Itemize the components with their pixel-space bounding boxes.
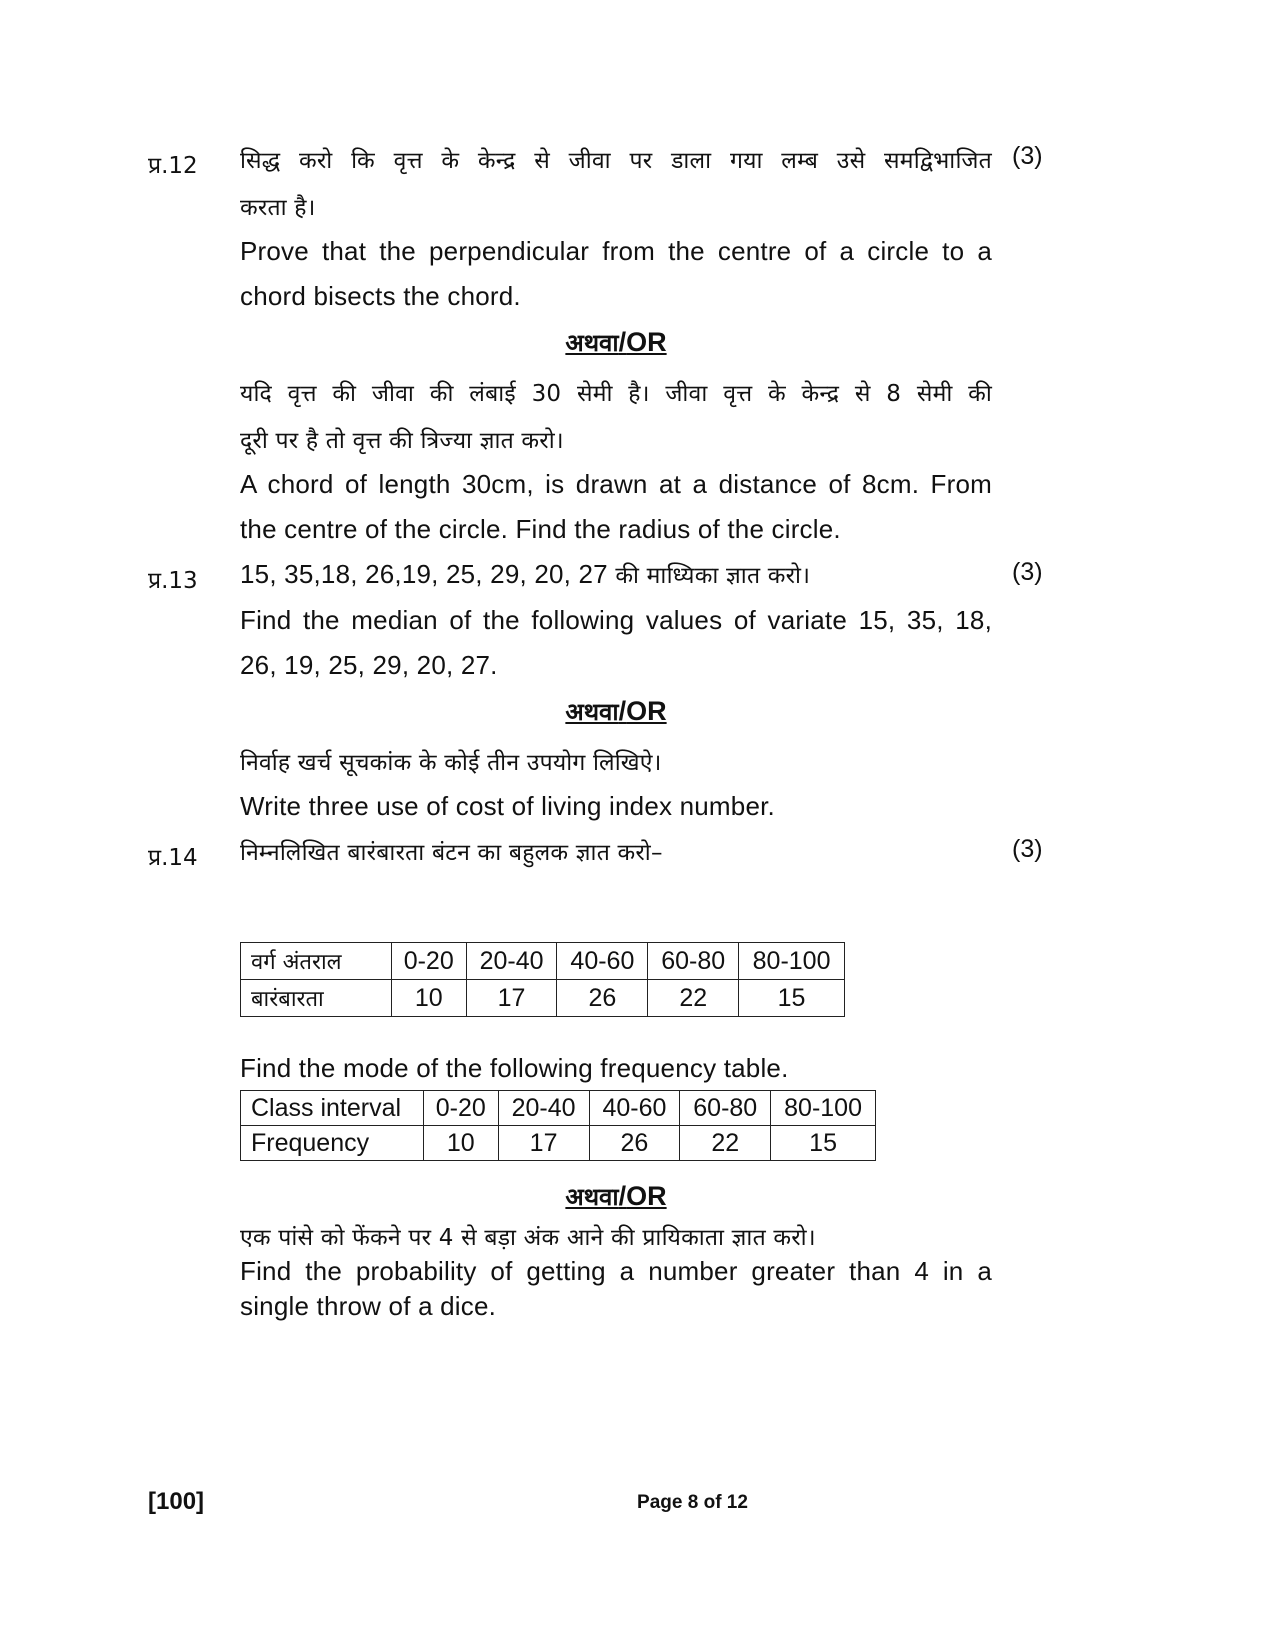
or-separator: / — [618, 696, 627, 726]
q13-alt-english: Write three use of cost of living index number. — [240, 791, 775, 821]
table-cell: 80-100 — [771, 1091, 876, 1126]
table-row-label: Class interval — [241, 1091, 424, 1126]
or-separator: / — [618, 327, 627, 357]
table-cell: 60-80 — [648, 943, 739, 980]
q14-number: प्र.14 — [148, 845, 198, 871]
q13-or-heading — [0, 695, 1232, 728]
q13-hindi-line — [240, 558, 810, 590]
table-row-label: बारंबारता — [241, 980, 392, 1017]
q12-english-line2: chord bisects the chord. — [240, 281, 521, 311]
table-row — [241, 980, 845, 1017]
table-cell: 60-80 — [680, 1091, 771, 1126]
q12-alt-hindi-line1: यदि वृत्त की जीवा की लंबाई 30 सेमी है। जीवा वृत्त के केन्द्र से 8 सेमी की — [240, 381, 992, 407]
or-hindi: अथवा — [565, 698, 619, 726]
q14-hindi-line: निम्नलिखित बारंबारता बंटन का बहुलक ज्ञात करो– — [240, 840, 663, 866]
or-hindi: अथवा — [565, 329, 619, 357]
table-cell: 26 — [557, 980, 648, 1017]
table-row-label: वर्ग अंतराल — [241, 943, 392, 980]
table-cell: 0-20 — [423, 1091, 498, 1126]
table-row — [241, 1126, 876, 1161]
table-cell: 10 — [423, 1126, 498, 1161]
q12-hindi-line2: करता है। — [240, 195, 316, 221]
q12-alt-hindi-line2: दूरी पर है तो वृत्त की त्रिज्या ज्ञात करो। — [240, 428, 564, 454]
q14-english-line: Find the mode of the following frequency table. — [240, 1053, 789, 1083]
table-cell: 17 — [498, 1126, 589, 1161]
q12-number: प्र.12 — [148, 153, 198, 179]
english-frequency-table — [240, 1090, 876, 1161]
table-cell: 0-20 — [391, 943, 466, 980]
q12-alt-english-line1: A chord of length 30cm, is drawn at a distance of 8cm. From — [240, 469, 992, 499]
table-cell: 10 — [391, 980, 466, 1017]
table-cell: 40-60 — [557, 943, 648, 980]
or-english: OR — [626, 327, 667, 357]
table-cell: 15 — [739, 980, 845, 1017]
or-english: OR — [626, 1181, 667, 1211]
table-cell: 22 — [680, 1126, 771, 1161]
table-cell: 20-40 — [498, 1091, 589, 1126]
or-hindi: अथवा — [565, 1183, 619, 1211]
or-separator: / — [618, 1181, 627, 1211]
table-cell: 20-40 — [466, 943, 557, 980]
q14-alt-english-line2: single throw of a dice. — [240, 1291, 497, 1321]
table-cell: 40-60 — [589, 1091, 680, 1126]
table-row-label: Frequency — [241, 1126, 424, 1161]
or-english: OR — [626, 696, 667, 726]
q13-english-line2: 26, 19, 25, 29, 20, 27. — [240, 650, 498, 680]
q13-alt-hindi: निर्वाह खर्च सूचकांक के कोई तीन उपयोग लिखिऐ। — [240, 750, 662, 776]
q13-hindi-text: की माध्यिका ज्ञात करो। — [607, 563, 811, 589]
table-row — [241, 943, 845, 980]
q13-number: प्र.13 — [148, 568, 198, 594]
table-cell: 22 — [648, 980, 739, 1017]
table-cell: 17 — [466, 980, 557, 1017]
q12-hindi-line1: सिद्ध करो कि वृत्त के केन्द्र से जीवा पर डाला गया लम्ब उसे समद्विभाजित — [240, 148, 992, 174]
q14-alt-english-line1: Find the probability of getting a number greater than 4 in a — [240, 1256, 992, 1286]
footer-code: [100] — [148, 1488, 205, 1515]
table-row — [241, 1091, 876, 1126]
table-cell: 80-100 — [739, 943, 845, 980]
q13-english-line1: Find the median of the following values of variate 15, 35, 18, — [240, 605, 992, 635]
q13-marks: (3) — [1012, 558, 1043, 586]
page-number: Page 8 of 12 — [637, 1492, 748, 1513]
hindi-frequency-table — [240, 942, 845, 1017]
q14-alt-hindi: एक पांसे को फेंकने पर 4 से बड़ा अंक आने की प्रायिकाता ज्ञात करो। — [240, 1225, 816, 1251]
q14-marks: (3) — [1012, 835, 1043, 863]
table-cell: 26 — [589, 1126, 680, 1161]
q14-or-heading — [0, 1180, 1232, 1213]
q13-hindi-numbers: 15, 35,18, 26,19, 25, 29, 20, 27 — [240, 559, 608, 589]
q12-marks: (3) — [1012, 142, 1043, 170]
table-cell: 15 — [771, 1126, 876, 1161]
q12-english-line1: Prove that the perpendicular from the centre of a circle to a — [240, 236, 992, 266]
q12-or-heading — [0, 326, 1232, 359]
q12-alt-english-line2: the centre of the circle. Find the radius of the circle. — [240, 514, 841, 544]
